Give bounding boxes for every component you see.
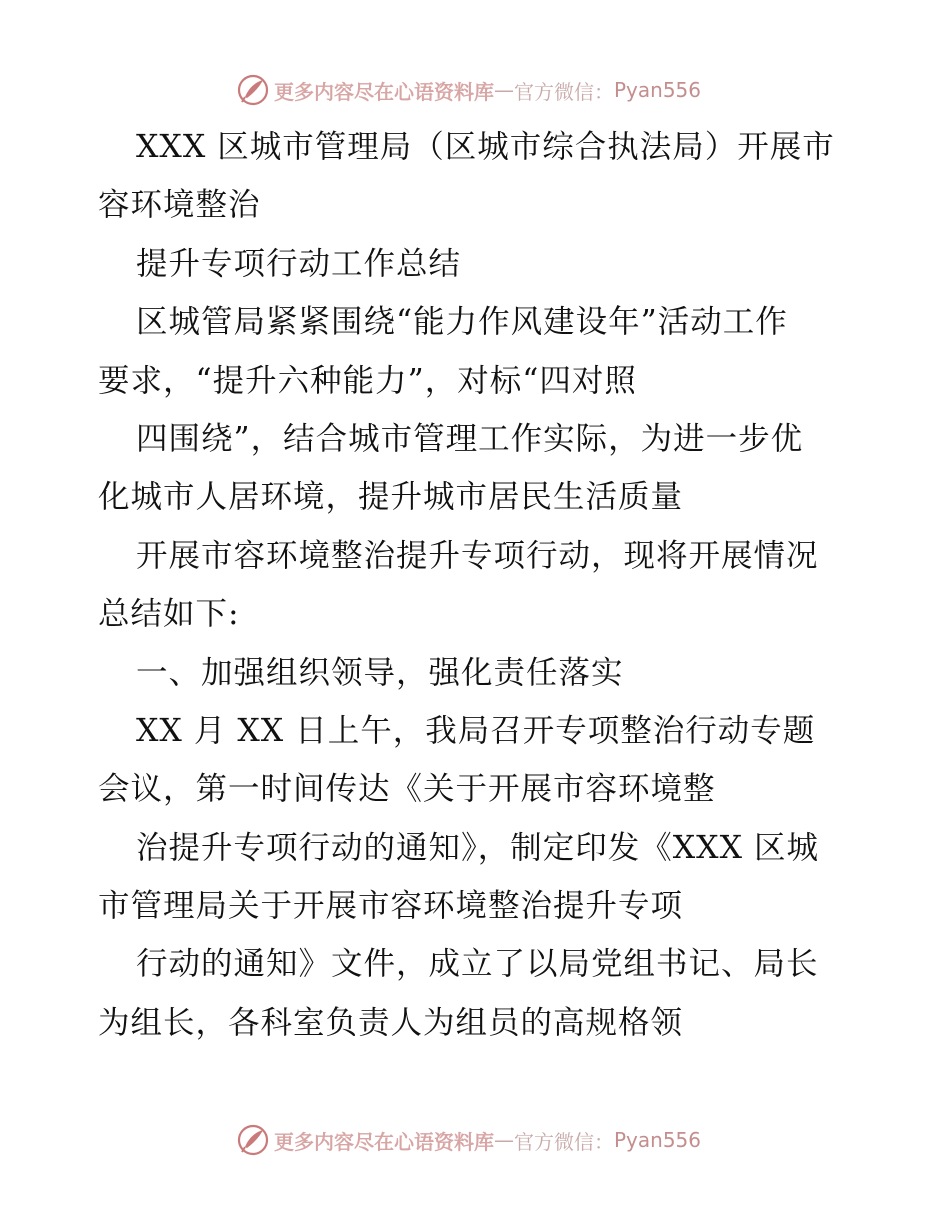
watermark-main-text: 更多内容尽在心语资料库: [274, 1129, 494, 1154]
document-line: XXX 区城市管理局（区城市综合执法局）开展市: [136, 129, 835, 165]
document-line: 提升专项行动工作总结: [136, 245, 462, 282]
document-line: 区城管局紧紧围绕“能力作风建设年”活动工作: [136, 304, 788, 341]
document-line: 四围绕”，结合城市管理工作实际，为进一步优: [136, 420, 804, 457]
watermark-official-label: 官方微信：: [514, 79, 614, 104]
document-line: 要求，“提升六种能力”，对标“四对照: [98, 362, 637, 399]
document-line: 化城市人居环境，提升城市居民生活质量: [98, 479, 684, 516]
quill-logo-icon: [236, 73, 270, 107]
document-line: 总结如下:: [98, 596, 240, 633]
document-body: [98, 118, 858, 1052]
header-watermark: [236, 72, 701, 108]
section-heading: 一、加强组织领导，强化责任落实: [136, 654, 624, 691]
document-line: 市管理局关于开展市容环境整治提升专项: [98, 888, 684, 925]
document-line: 治提升专项行动的通知》，制定印发《XXX 区城: [136, 829, 820, 866]
document-line: XX 月 XX 日上午，我局召开专项整治行动专题: [136, 712, 816, 749]
document-line: 会议，第一时间传达《关于开展市容环境整: [98, 771, 716, 808]
watermark-wechat-id: Pyan556: [614, 1128, 702, 1152]
watermark-separator: —: [494, 1128, 514, 1152]
document-line: 开展市容环境整治提升专项行动，现将开展情况: [136, 537, 819, 574]
quill-logo-icon: [236, 1123, 270, 1157]
watermark-wechat-id: Pyan556: [614, 78, 702, 102]
document-line: 为组长，各科室负责人为组员的高规格领: [98, 1004, 684, 1041]
watermark-main-text: 更多内容尽在心语资料库: [274, 79, 494, 104]
footer-watermark: [236, 1122, 701, 1158]
watermark-separator: —: [494, 78, 514, 102]
document-line: 行动的通知》文件，成立了以局党组书记、局长: [136, 946, 819, 983]
document-line: 容环境整治: [98, 187, 261, 224]
watermark-official-label: 官方微信：: [514, 1129, 614, 1154]
